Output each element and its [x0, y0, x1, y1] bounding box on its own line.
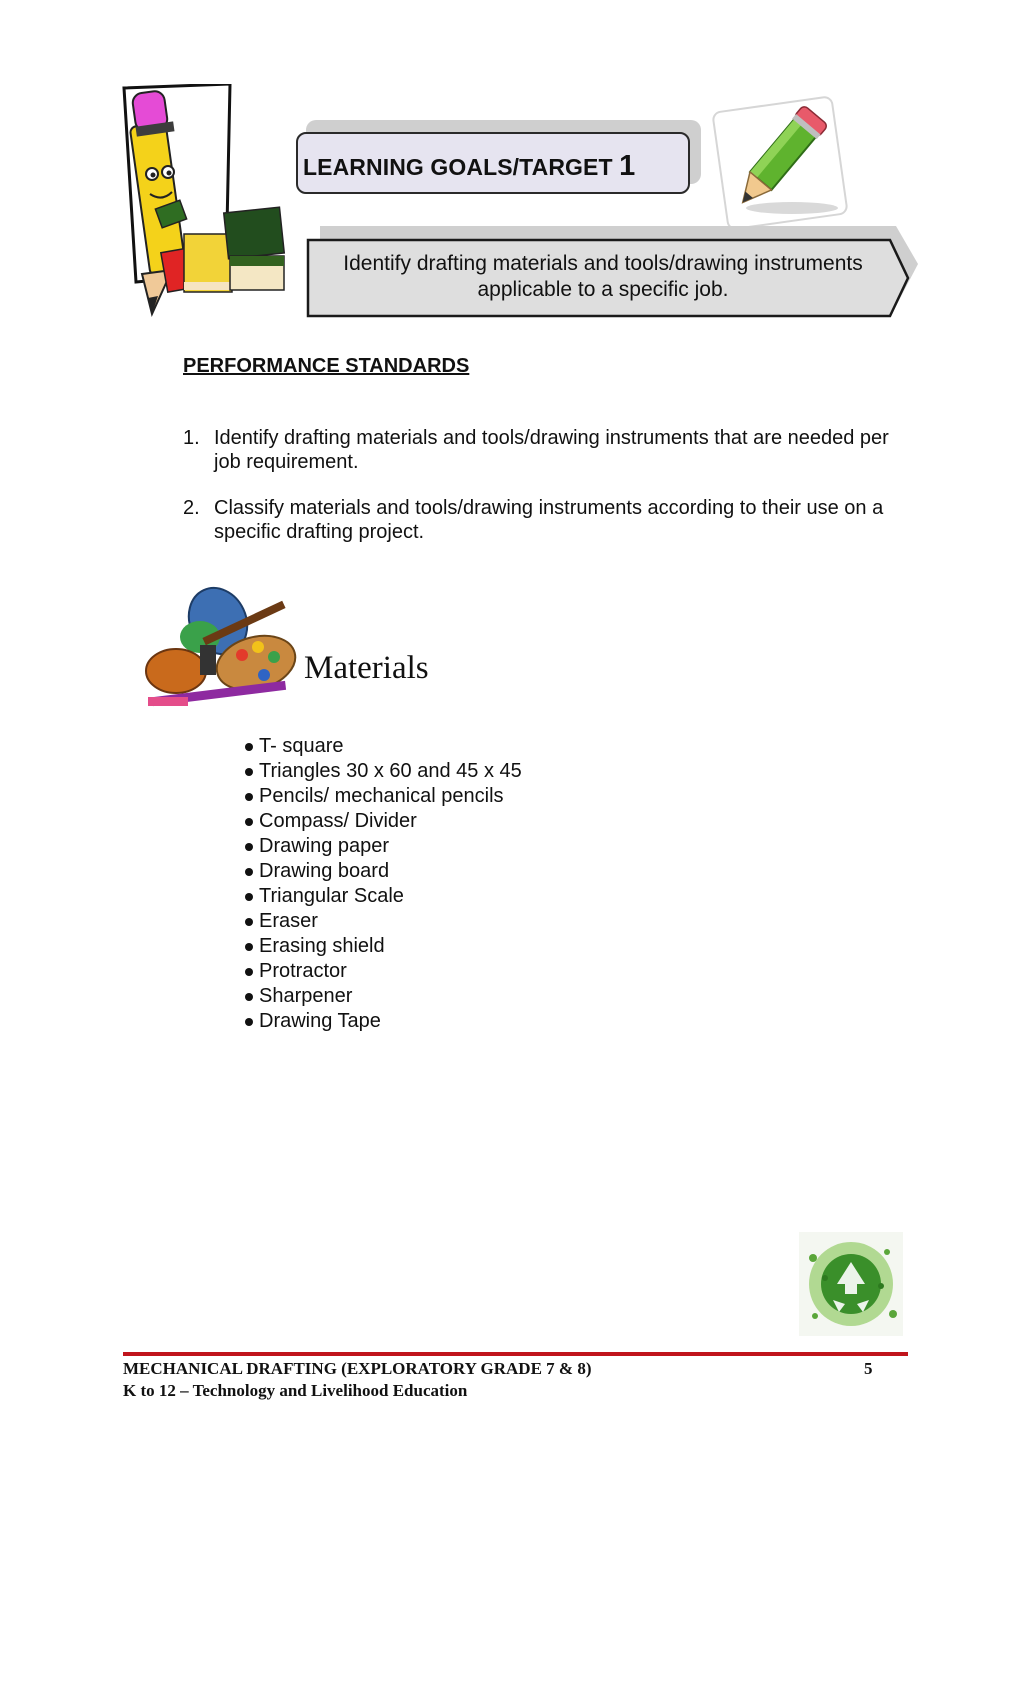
list-item: Triangular Scale	[245, 884, 522, 909]
performance-standards-heading: PERFORMANCE STANDARDS	[183, 355, 470, 377]
footer-subject: K to 12 – Technology and Livelihood Education	[123, 1381, 468, 1400]
goal-description	[318, 251, 888, 303]
list-item: Compass/ Divider	[245, 809, 522, 834]
goal-number: 1	[619, 150, 636, 182]
goal-title	[303, 150, 635, 183]
list-item: Eraser	[245, 909, 522, 934]
page-number: 5	[864, 1359, 873, 1378]
list-item: Triangles 30 x 60 and 45 x 45	[245, 759, 522, 784]
list-item	[183, 426, 911, 474]
materials-heading: Materials	[304, 650, 429, 686]
goal-description-line2: applicable to a specific job.	[477, 278, 729, 301]
list-item: Protractor	[245, 959, 522, 984]
list-item-number: 1.	[183, 427, 200, 449]
materials-list	[245, 734, 522, 1034]
list-item: T- square	[245, 734, 522, 759]
list-item: Sharpener	[245, 984, 522, 1009]
recycle-logo-icon	[795, 1228, 907, 1340]
list-item: Erasing shield	[245, 934, 522, 959]
list-item: Drawing board	[245, 859, 522, 884]
green-pencil-icon	[708, 96, 852, 231]
list-item: Drawing Tape	[245, 1009, 522, 1034]
list-item	[183, 496, 911, 544]
goal-description-line1: Identify drafting materials and tools/drawing instruments	[343, 252, 863, 275]
cartoon-pencil-books-icon	[122, 84, 287, 324]
list-item: Pencils/ mechanical pencils	[245, 784, 522, 809]
footer-divider	[123, 1352, 908, 1356]
list-item-number: 2.	[183, 497, 200, 519]
goal-title-text: LEARNING GOALS/TARGET	[303, 154, 613, 180]
list-item: Drawing paper	[245, 834, 522, 859]
art-palette-icon	[140, 585, 300, 710]
list-item-text: Classify materials and tools/drawing instruments according to their use on a specific drafting project.	[214, 497, 884, 543]
list-item-text: Identify drafting materials and tools/drawing instruments that are needed per job requirement.	[214, 427, 889, 473]
footer-course-title: MECHANICAL DRAFTING (EXPLORATORY GRADE 7 & 8)	[123, 1359, 592, 1378]
